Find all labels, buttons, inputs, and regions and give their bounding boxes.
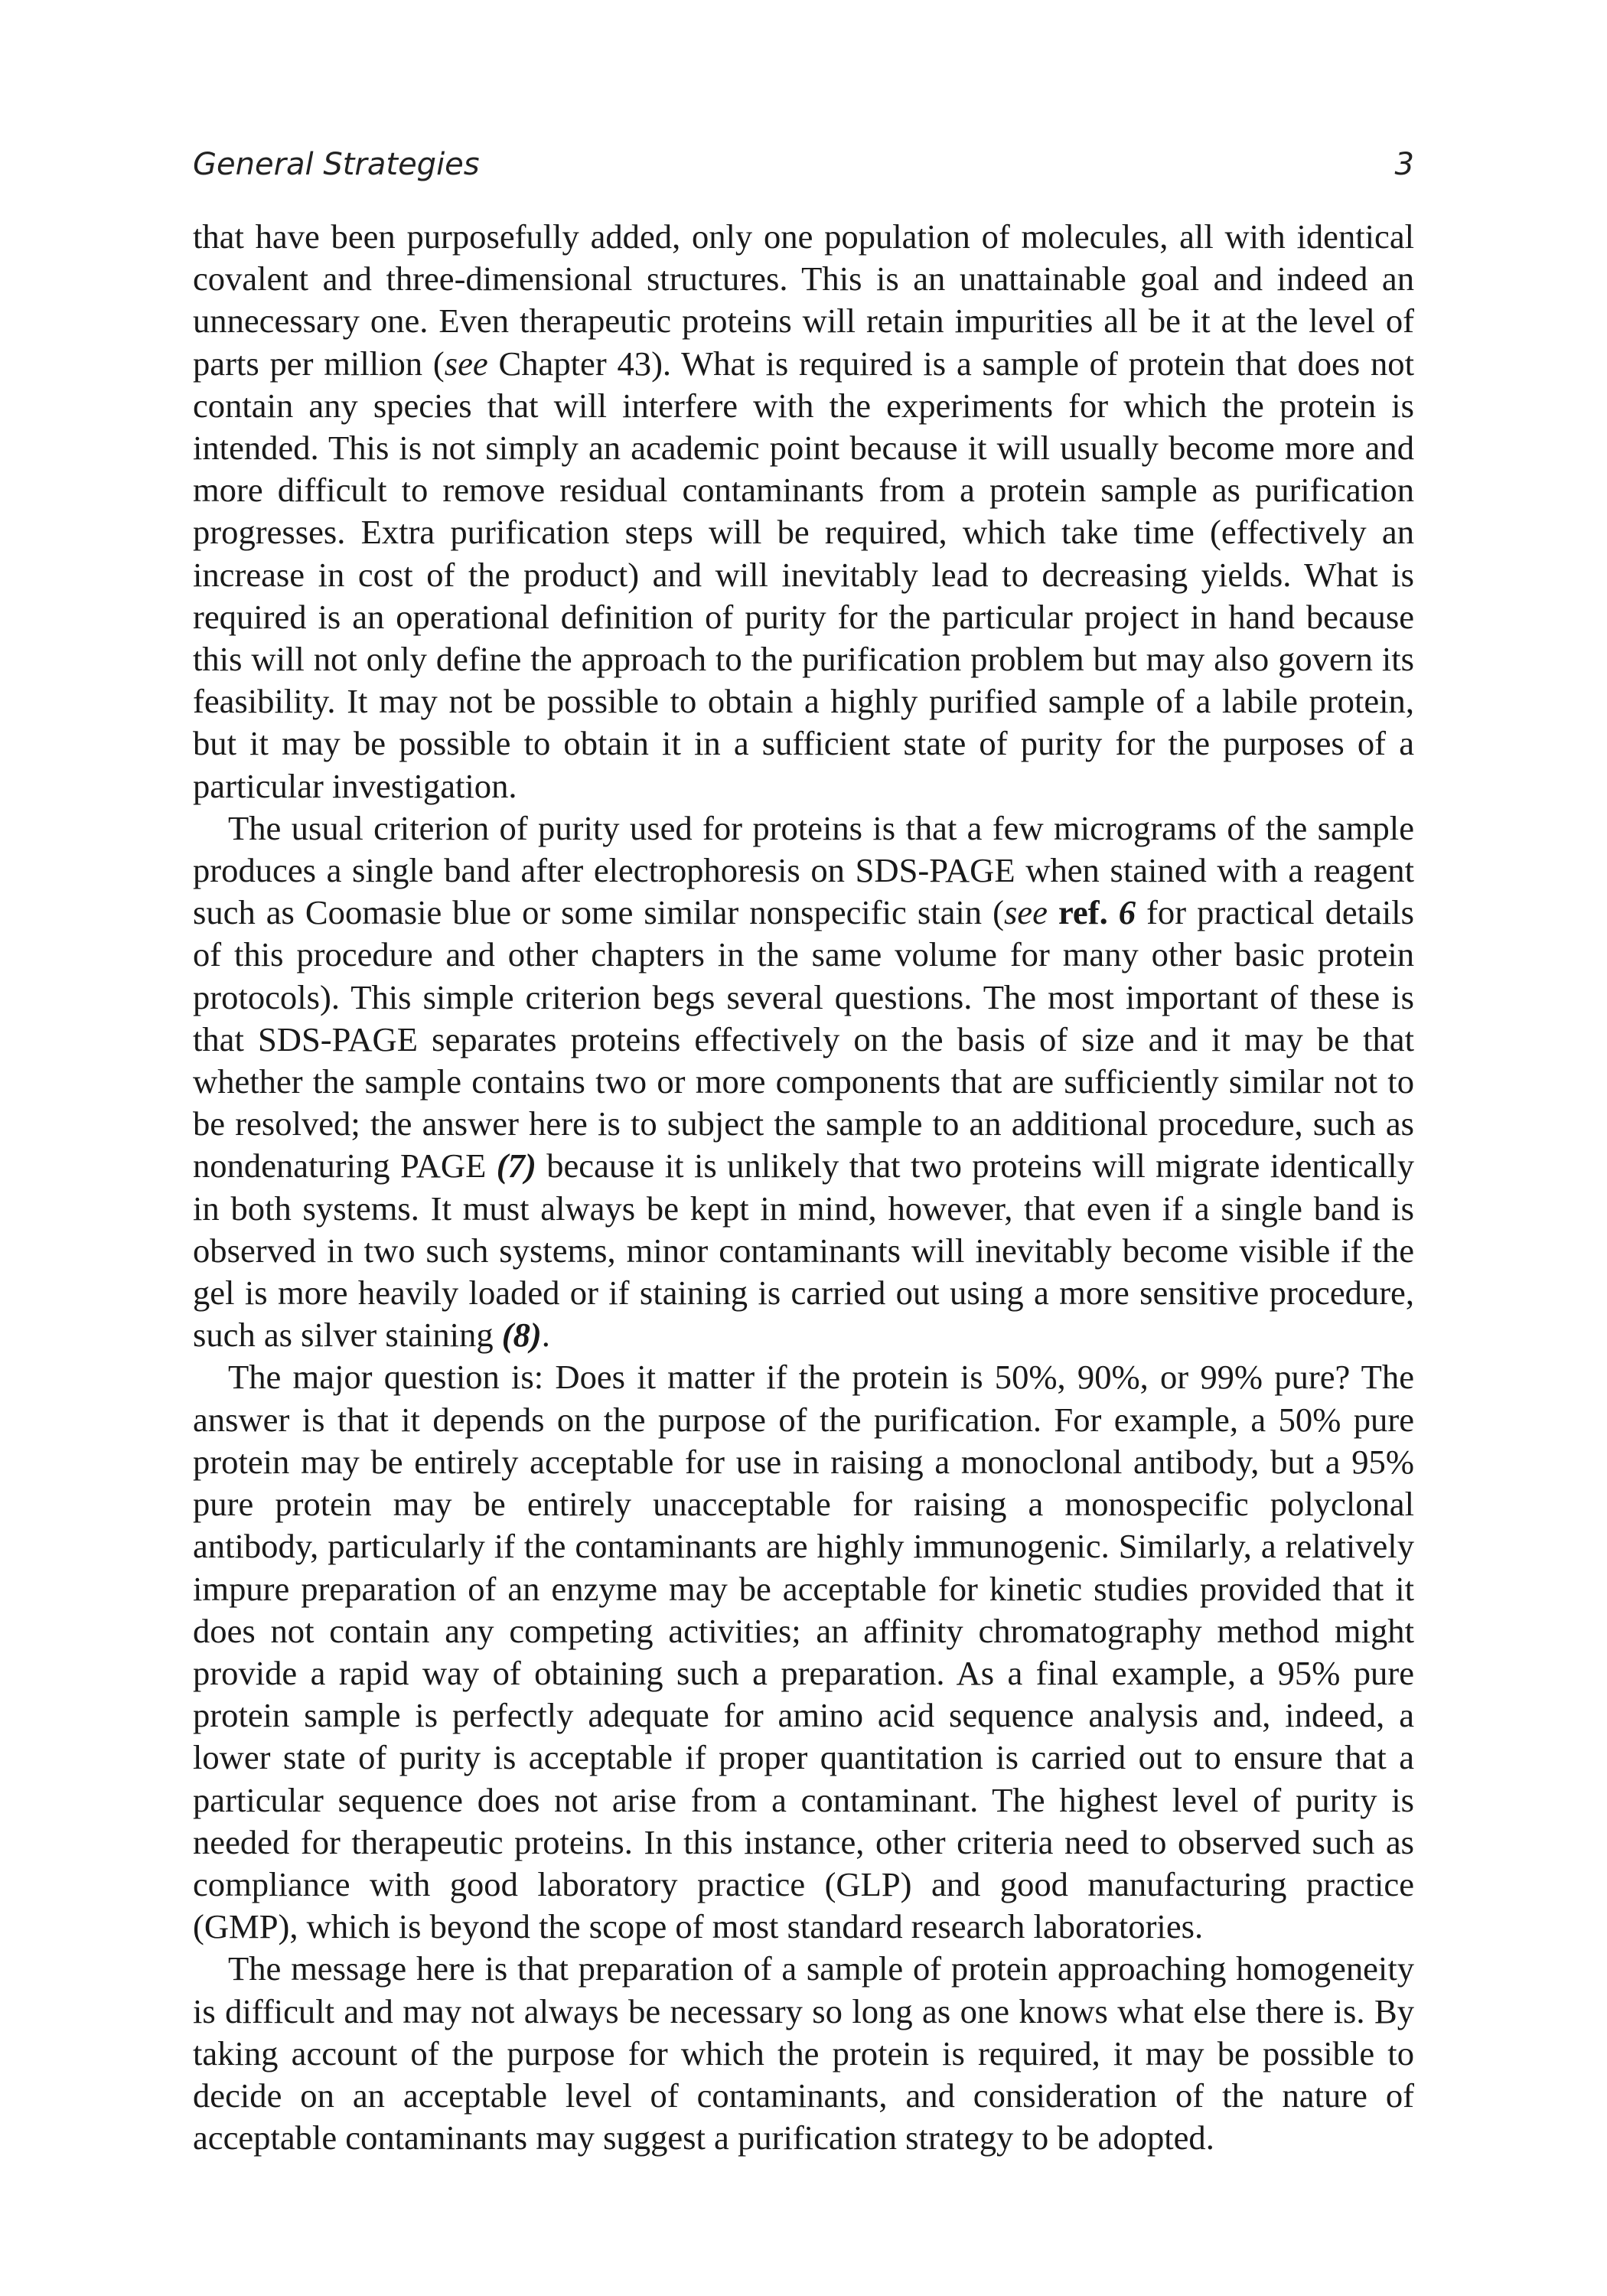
text-run: The message here is that preparation of a sample of protein approaching homogeneity is difficult and may not always be necessary so long as one knows what else there is. By taking account of the purpose for which the protein is required, it may be possible to decide on an acceptable level of contaminants, and consideration of the nature of acceptable contaminants may suggest a purification strategy to be adopted. [193,1949,1414,2157]
text-run [1108,893,1119,931]
italic-text: see [1003,893,1048,932]
running-header [193,147,1414,193]
italic-text: see [444,344,488,383]
text-run [1048,893,1058,931]
reference-number: 6 [1118,893,1136,932]
paragraph-3 [193,1356,1414,1948]
bold-text: ref. [1058,893,1108,932]
page-number: 3 [1394,147,1414,182]
text-run: The major question is: Does it matter if the protein is 50%, 90%, or 99% pure? The answer is that it depends on the purpose of the purification. For example, a 50% pure protein may be entirely acceptable for use in raising a monoclonal antibody, but a 95% pure protein may be entirely unacceptable for raising a monospecific polyclonal antibody, particularly if the contaminants are highly immunogenic. Similarly, a relatively impure preparation of an enzyme may be acceptable for kinetic studies provided that it does not contain any competing activities; an affinity chromatography method might provide a rapid way of obtaining such a preparation. As a final example, a 95% pure protein sample is perfectly adequate for amino acid sequence analysis and, indeed, a lower state of purity is acceptable if proper quantitation is carried out to ensure that a particular sequence does not arise from a contaminant. The highest level of purity is needed for therapeutic proteins. In this instance, other criteria need to observed such as compliance with good laboratory practice (GLP) and good manufacturing practice (GMP), which is beyond the scope of most standard research laboratories. [193,1358,1414,1946]
text-run: that have been purposefully added, only one population of molecules, all with identical covalent and three-dimensional structures. This is an unattainable goal and indeed an unnecessary one. Even therapeutic proteins will retain impurities all be it at the level of parts per million ( [193,217,1414,383]
reference-number: (8) [501,1316,542,1355]
body-text [193,216,1414,2159]
text-run: because it is unlikely that two proteins will migrate identically in both systems. It must always be kept in mind, however, that even if a single band is observed in two such systems, minor contaminants will inevitably become visible if the gel is more heavily loaded or if staining is carried out using a more sensitive procedure, such as silver staining [193,1146,1414,1355]
paragraph-2 [193,807,1414,1357]
text-run: for practical details of this procedure and other chapters in the same volume for many other basic protein protocols). This simple criterion begs several questions. The most important of these is that SDS-PAGE separates proteins effectively on the basis of size and it may be that whether the sample contains two or more components that are sufficiently similar not to be resolved; the answer here is to subject the sample to an additional procedure, such as nondenaturing PAGE [193,893,1414,1186]
reference-number: (7) [496,1146,536,1186]
running-title: General Strategies [193,147,480,182]
text-run: The usual criterion of purity used for proteins is that a few micrograms of the sample produces a single band after electrophoresis on SDS-PAGE when stained with a reagent such as Coomasie blue or some similar nonspecific stain ( [193,808,1414,932]
paragraph-1 [193,216,1414,807]
paragraph-4 [193,1948,1414,2159]
text-run: Chapter 43). What is required is a sample of protein that does not contain any species that will interfere with the experiments for which the protein is intended. This is not simply an academic point because it will usually become more and more difficult to remove residual contaminants from a protein sample as purification progresses. Extra purification steps will be required, which take time (effectively an increase in cost of the product) and will inevitably lead to decreasing yields. What is required is an operational definition of purity for the particular project in hand because this will not only define the approach to the purification problem but may also govern its feasibility. It may not be possible to obtain a highly purified sample of a labile protein, but it may be possible to obtain it in a sufficient state of purity for the purposes of a particular investigation. [193,344,1414,805]
text-run: . [541,1316,550,1355]
